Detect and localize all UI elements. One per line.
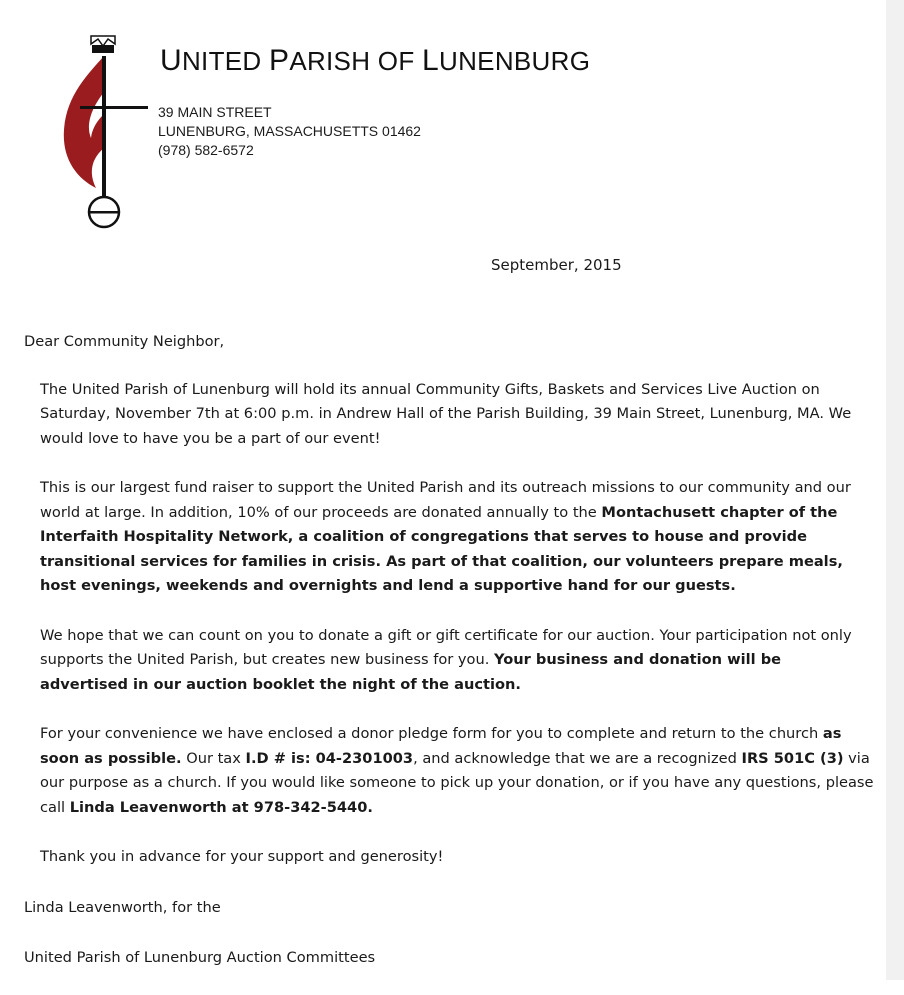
p2-text: This is our largest fund raiser to support the United Parish and its outreach missions to our community and our world at large. In addition, 10% of our proceeds are donated annually to the (40, 479, 851, 521)
cross-and-flame-icon (58, 30, 148, 235)
salutation: Dear Community Neighbor, (24, 333, 225, 350)
flame-shape (64, 56, 104, 188)
organization-name: UNITED PARISH OF LUNENBURG (160, 44, 591, 77)
paragraph-donation-request (24, 624, 874, 698)
irs-status: IRS 501C (3) (741, 749, 844, 767)
address-city: LUNENBURG, MASSACHUSETTS 01462 (158, 123, 421, 139)
p4-text-4: via our purpose as a church. If you would like someone to pick up your donation, or if you have any questions, please call (40, 749, 874, 816)
p3-text: We hope that we can count on you to donate a gift or gift certificate for our auction. Your participation not only supports the United Parish, but creates new business for you. (40, 626, 852, 668)
letter-body (24, 330, 874, 995)
contact-phone: Linda Leavenworth at 978-342-5440. (69, 798, 373, 816)
signature-line-2: United Parish of Lunenburg Auction Committees (24, 948, 376, 966)
address-street: 39 MAIN STREET (158, 104, 272, 120)
paragraph-pledge-form (24, 722, 874, 820)
letter-date: September, 2015 (491, 256, 622, 274)
letterhead-address (158, 103, 421, 160)
right-gutter (886, 0, 904, 980)
p4-text-3: , and acknowledge that we are a recognized (413, 749, 742, 767)
address-phone: (978) 582-6572 (158, 142, 254, 158)
paragraph-fundraiser-purpose (24, 476, 874, 599)
signature-line-1: Linda Leavenworth, for the (24, 898, 221, 916)
paragraph-auction-announcement: The United Parish of Lunenburg will hold its annual Community Gifts, Baskets and Services Live Auction on Saturday, November 7th at 6:00 p.m. in Andrew Hall of the Parish Building, 39 Main Street, Lunenburg, MA. We would love to have you be a part of our event! (40, 380, 852, 447)
p4-text-2: Our tax (181, 749, 246, 767)
p3-bold: Your business and donation will be advertised in our auction booklet the night of the auction. (40, 651, 782, 693)
closing-line: Thank you in advance for your support and generosity! (40, 848, 444, 865)
tax-id: I.D # is: 04-2301003 (245, 749, 414, 767)
p4-text-1: For your convenience we have enclosed a donor pledge form for you to complete and return to the church (40, 725, 823, 742)
p2-bold: Montachusett chapter of the Interfaith Hospitality Network, a coalition of congregations that serves to house and provide transitional services for families in crisis. As part of that coalition, our volunteers prepare meals, host evenings, weekends and overnights and lend a supportive hand for our guests. (40, 503, 843, 594)
p4-bold-asap: as soon as possible. (40, 725, 842, 767)
